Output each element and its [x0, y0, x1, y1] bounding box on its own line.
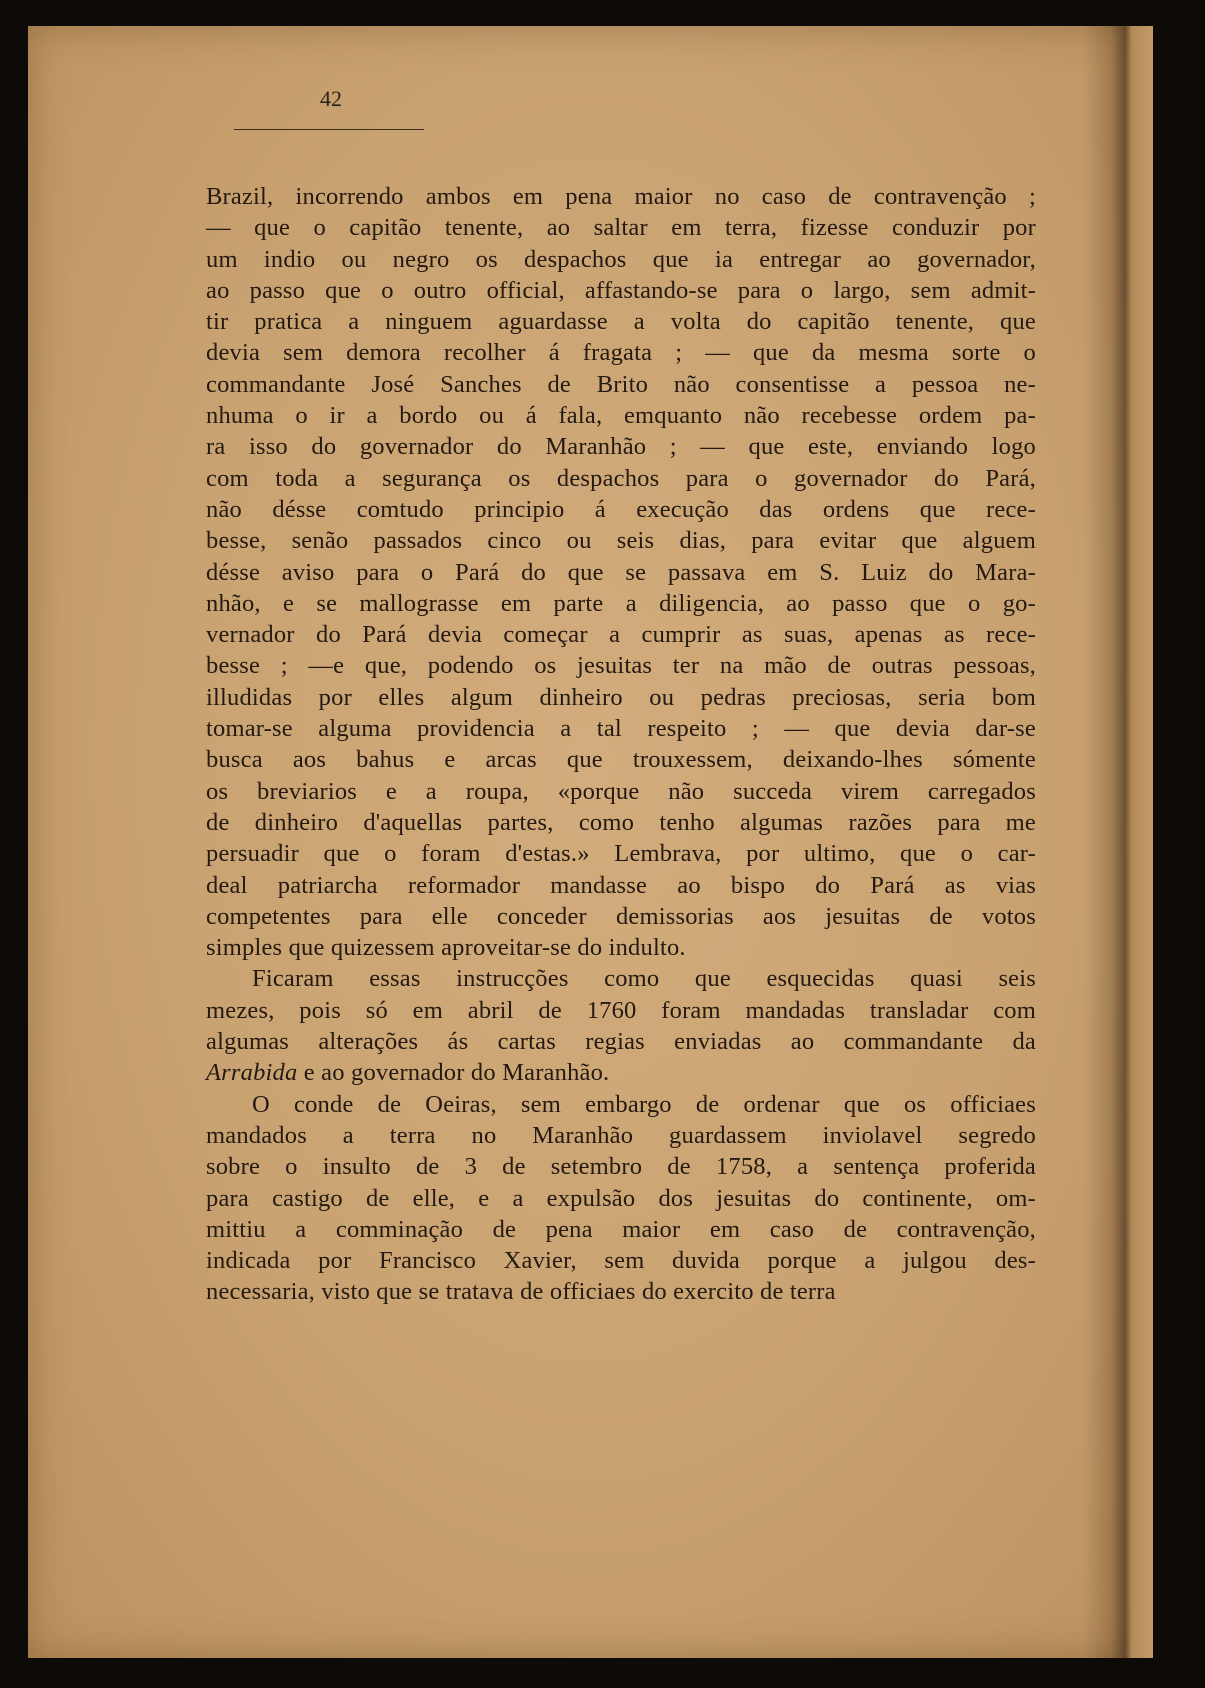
paragraph-3 — [206, 1089, 1036, 1308]
text-line: Brazil, incorrendo ambos em pena maior no caso de contravenção ; — [206, 183, 1036, 210]
text-line: algumas alterações ás cartas regias enviadas ao commandante da — [206, 1028, 1036, 1056]
text-line: besse ; —e que, podendo os jesuitas ter na mão de outras pessoas, — [206, 652, 1036, 680]
text-line: deal patriarcha reformador mandasse ao bispo do Pará as vias — [206, 871, 1036, 899]
text-line: busca aos bahus e arcas que trouxessem, deixando-lhes sómente — [206, 746, 1036, 774]
page-number: 42 — [320, 86, 342, 111]
text-line: competentes para elle conceder demissorias aos jesuitas de votos — [206, 902, 1036, 930]
text-line: désse aviso para o Pará do que se passava em S. Luiz do Mara- — [206, 558, 1036, 586]
text-line: persuadir que o foram d'estas.» Lembrava, por ultimo, que o car- — [206, 840, 1036, 868]
text-line: illudidas por elles algum dinheiro ou pedras preciosas, seria bom — [206, 683, 1036, 711]
body-text — [206, 181, 1036, 1308]
paragraph-2 — [206, 963, 1036, 1088]
text-line: nhão, e se mallograsse em parte a diligencia, ao passo que o go- — [206, 589, 1036, 617]
text-line-rest: e ao governador do Maranhão. — [297, 1059, 610, 1087]
text-line: para castigo de elle, e a expulsão dos jesuitas do continente, om- — [206, 1184, 1036, 1212]
text-line: de dinheiro d'aquellas partes, como tenho algumas razões para me — [206, 808, 1036, 836]
text-line: necessaria, visto que se tratava de officiaes do exercito de terra — [206, 1278, 836, 1306]
text-line: um indio ou negro os despachos que ia entregar ao governador, — [206, 245, 1036, 273]
text-line: vernador do Pará devia começar a cumprir as suas, apenas as rece- — [206, 621, 1036, 649]
text-line: besse, senão passados cinco ou seis dias, para evitar que alguem — [206, 527, 1036, 555]
text-line: Ficaram essas instrucções como que esquecidas quasi seis — [252, 965, 1036, 993]
text-line: ao passo que o outro official, affastando-se para o largo, sem admit- — [206, 276, 1036, 304]
text-line — [206, 1057, 1036, 1088]
paragraph-1 — [206, 181, 1036, 963]
text-line: mandados a terra no Maranhão guardassem inviolavel segredo — [206, 1121, 1036, 1149]
text-line: sobre o insulto de 3 de setembro de 1758, a sentença proferida — [206, 1153, 1036, 1181]
text-line: indicada por Francisco Xavier, sem duvida porque a julgou des- — [206, 1247, 1036, 1275]
text-line: nhuma o ir a bordo ou á fala, emquanto não recebesse ordem pa- — [206, 402, 1036, 430]
text-line: com toda a segurança os despachos para o governador do Pará, — [206, 464, 1036, 492]
text-line: commandante José Sanches de Brito não consentisse a pessoa ne- — [206, 370, 1036, 398]
text-line: não désse comtudo principio á execução das ordens que rece- — [206, 495, 1036, 523]
header-rule — [234, 129, 424, 130]
text-line: os breviarios e a roupa, «porque não succeda virem carregados — [206, 777, 1036, 805]
text-line: O conde de Oeiras, sem embargo de ordenar que os officiaes — [252, 1090, 1036, 1118]
text-line: — que o capitão tenente, ao saltar em terra, fizesse conduzir por — [206, 214, 1036, 242]
text-line: mezes, pois só em abril de 1760 foram mandadas transladar com — [206, 996, 1036, 1024]
text-line: ra isso do governador do Maranhão ; — que este, enviando logo — [206, 433, 1036, 461]
text-line: tomar-se alguma providencia a tal respeito ; — que devia dar-se — [206, 715, 1036, 743]
ship-name: Arrabida — [206, 1059, 298, 1087]
text-line: tir pratica a ninguem aguardasse a volta do capitão tenente, que — [206, 308, 1036, 336]
text-line: simples que quizessem aproveitar-se do indulto. — [206, 934, 686, 962]
book-page — [28, 26, 1153, 1658]
book-gutter — [1083, 26, 1153, 1658]
text-line: devia sem demora recolher á fragata ; — que da mesma sorte o — [206, 339, 1036, 367]
text-line: mittiu a comminação de pena maior em caso de contravenção, — [206, 1215, 1036, 1243]
